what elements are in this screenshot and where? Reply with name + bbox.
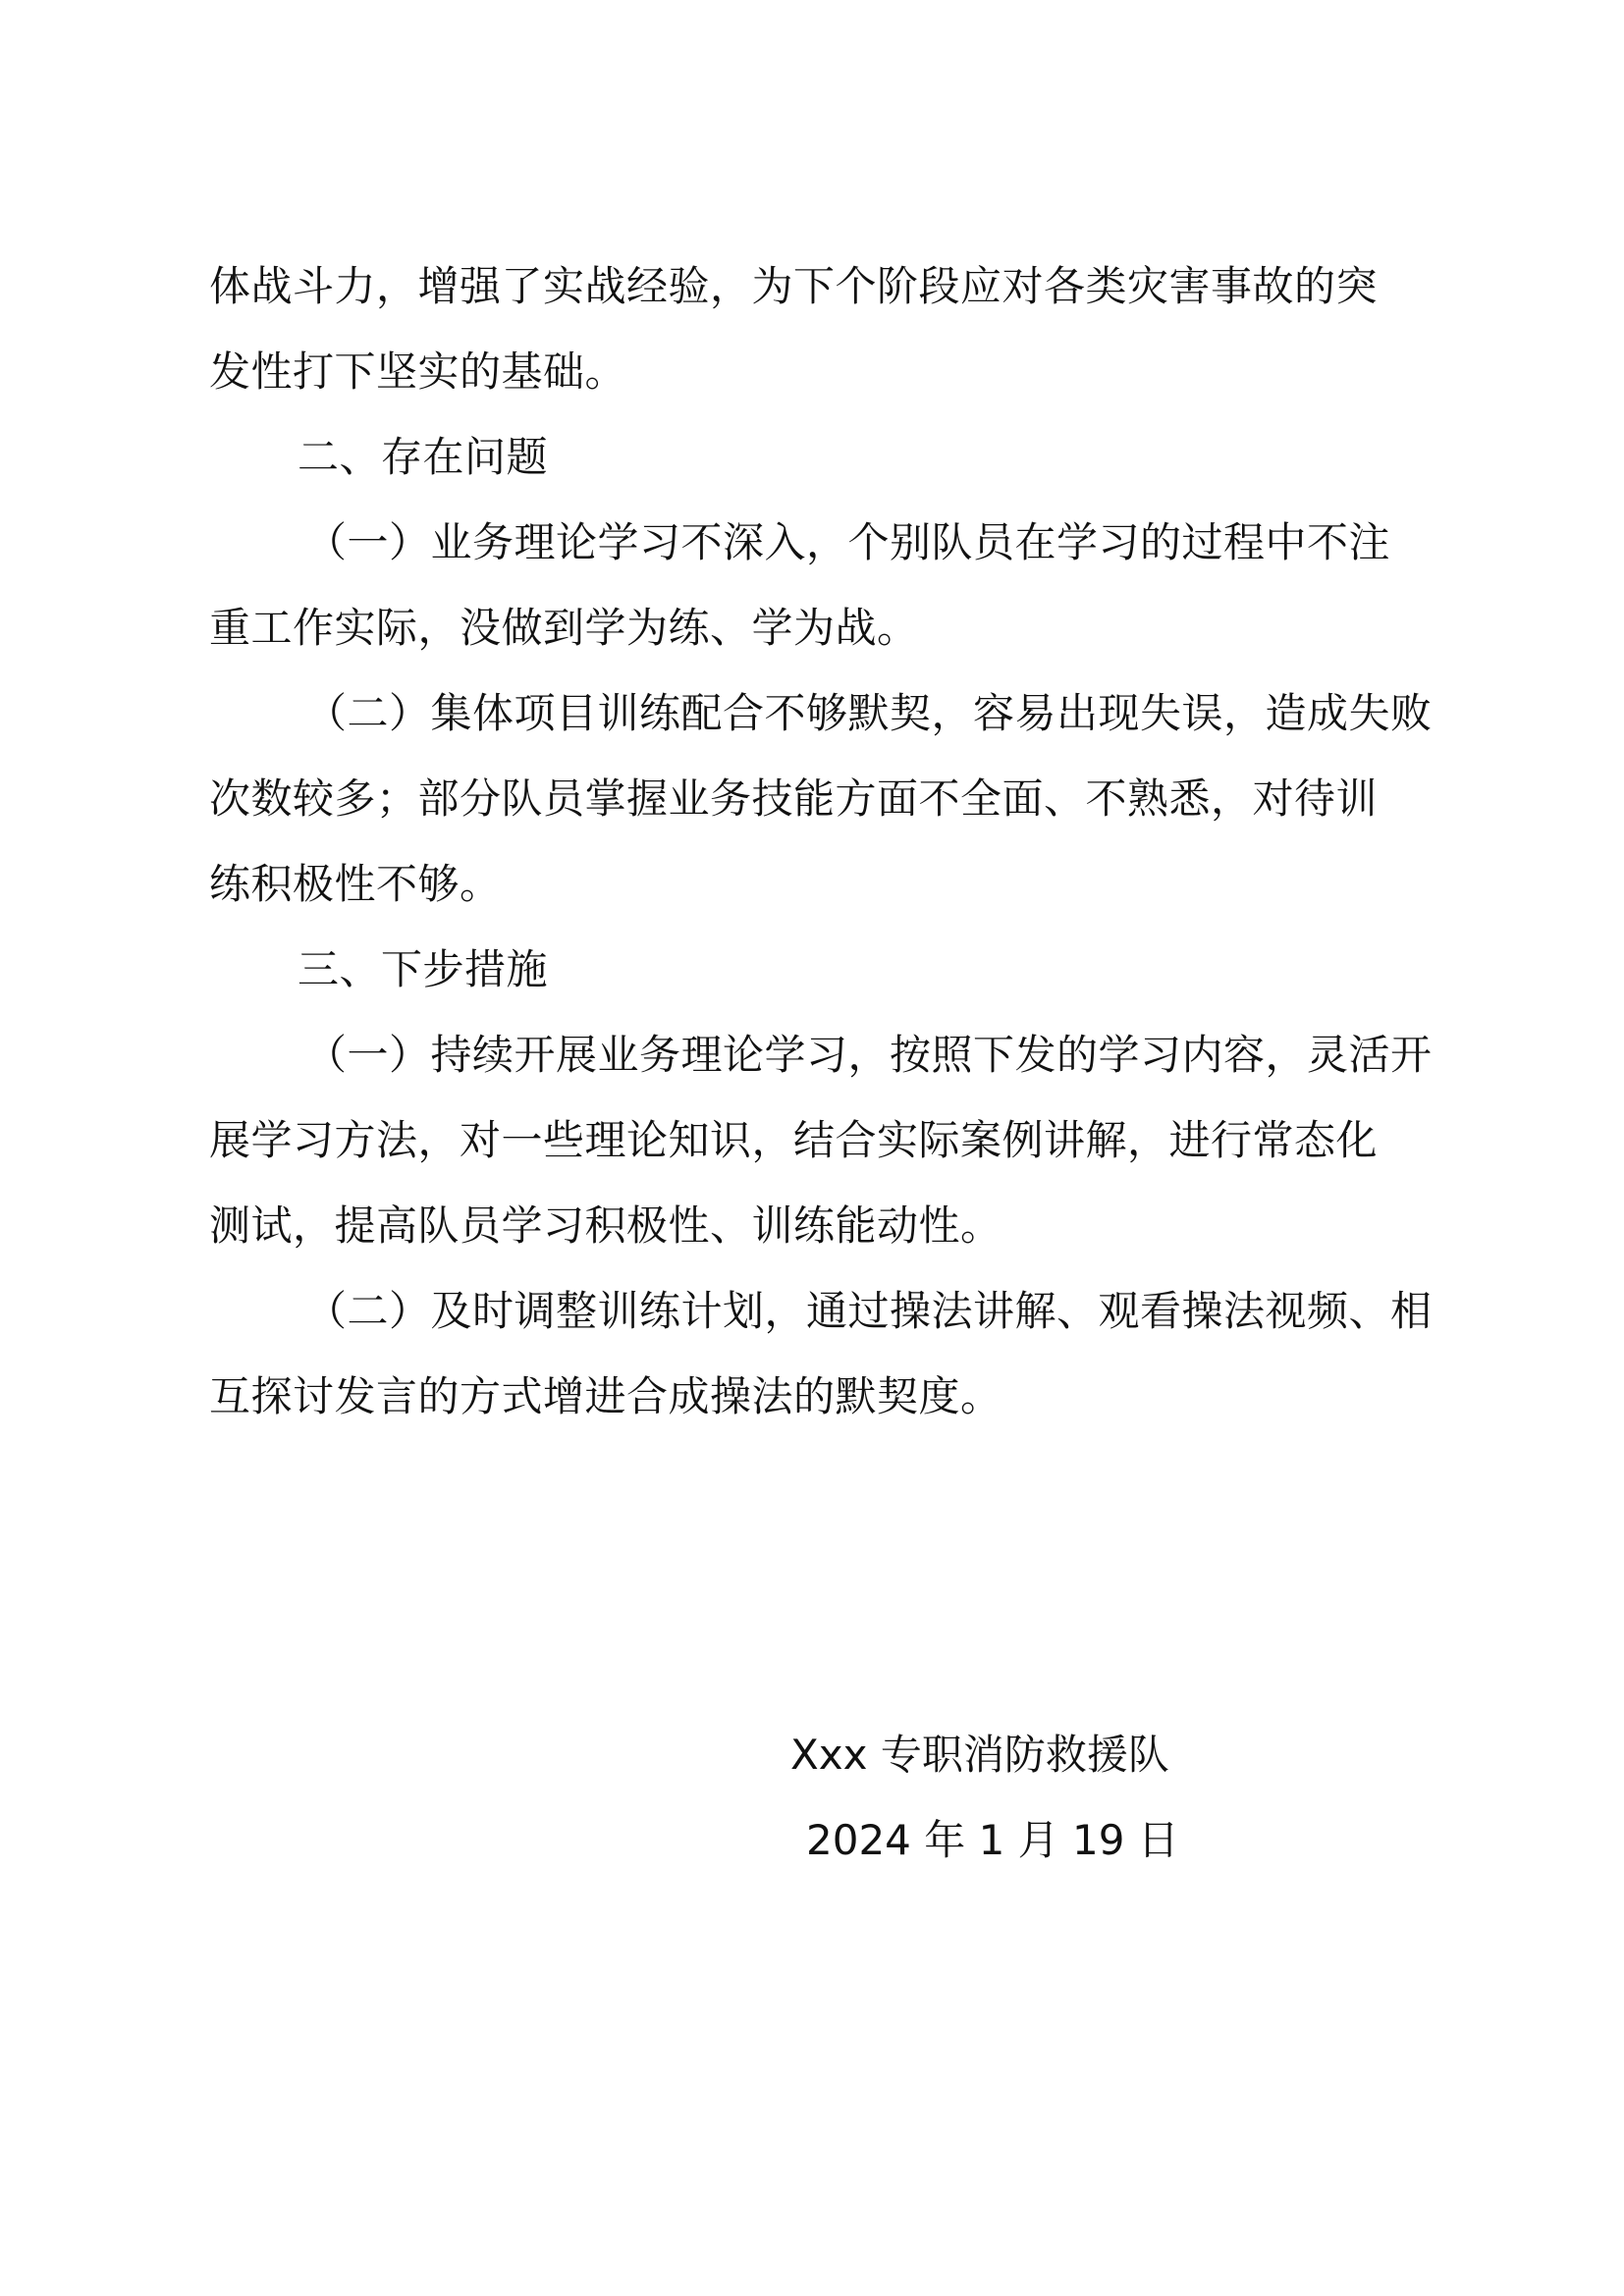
paragraph-line: （一）业务理论学习不深入，个别队员在学习的过程中不注 xyxy=(305,518,1391,566)
paragraph-line: 测试，提高队员学习积极性、训练能动性。 xyxy=(209,1201,1002,1250)
paragraph-line: 体战斗力，增强了实战经验，为下个阶段应对各类灾害事故的突 xyxy=(209,262,1379,310)
signature-date: 2024 年 1 月 19 日 xyxy=(806,1816,1179,1864)
paragraph-line: （二）集体项目训练配合不够默契，容易出现失误，造成失败 xyxy=(305,689,1433,737)
signature-org: Xxx 专职消防救援队 xyxy=(790,1731,1169,1779)
paragraph-line: （二）及时调整训练计划，通过操法讲解、观看操法视频、相 xyxy=(305,1287,1433,1335)
paragraph-line: 发性打下坚实的基础。 xyxy=(209,347,627,396)
paragraph-line: 练积极性不够。 xyxy=(209,860,502,908)
section-heading: 二、存在问题 xyxy=(298,433,549,481)
section-heading: 三、下步措施 xyxy=(298,945,549,993)
paragraph-line: 次数较多；部分队员掌握业务技能方面不全面、不熟悉，对待训 xyxy=(209,774,1379,823)
paragraph-line: 展学习方法，对一些理论知识，结合实际案例讲解，进行常态化 xyxy=(209,1116,1379,1164)
paragraph-line: 互探讨发言的方式增进合成操法的默契度。 xyxy=(209,1372,1002,1420)
paragraph-line: 重工作实际，没做到学为练、学为战。 xyxy=(209,604,919,652)
document-body xyxy=(209,243,1433,1439)
signature-block xyxy=(790,1712,1179,1883)
paragraph-line: （一）持续开展业务理论学习，按照下发的学习内容，灵活开 xyxy=(305,1031,1433,1079)
